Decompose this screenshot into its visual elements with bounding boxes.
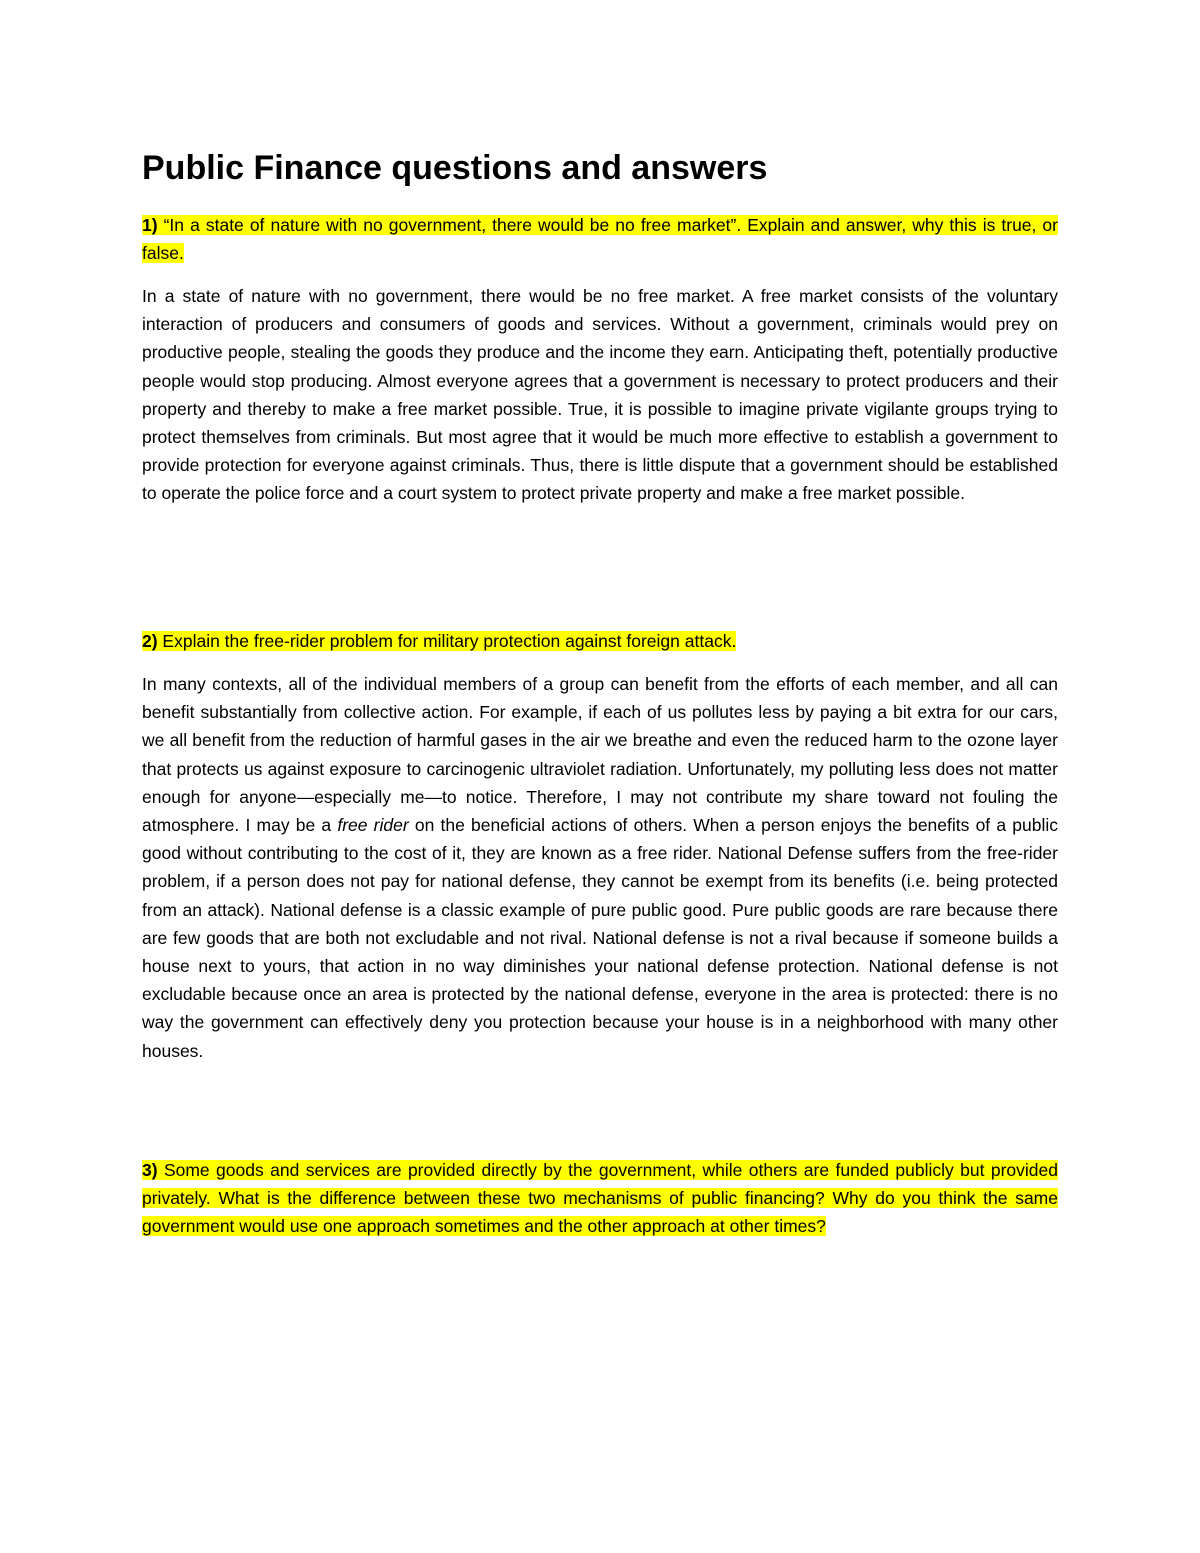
answer-2-part-1: In many contexts, all of the individual members of a group can benefit from the efforts of each member, and all can benefit substantially from collective action. For example, if each of us pollutes less by paying a bit extra for our cars, we all benefit from the reduction of harmful gases in the air we breathe and even the reduced harm to the ozone layer that protects us against exposure to carcinogenic ultraviolet radiation. Unfortunately, my polluting less does not matter enough for anyone—especially me—to notice. Therefore, I may not contribute my share toward not fouling the atmosphere. I may be a <box>142 674 1058 836</box>
question-3 <box>142 1156 1058 1241</box>
answer-2-part-2: on the beneficial actions of others. When a person enjoys the benefits of a public good without contributing to the cost of it, they are known as a free rider. National Defense suffers from the free-rider problem, if a person does not pay for national defense, they cannot be exempt from its benefits (i.e. being protected from an attack). National defense is a classic example of pure public good. Pure public goods are rare because there are few goods that are both not excludable and not rival. National defense is not a rival because if someone builds a house next to yours, that action in no way diminishes your national defense protection. National defense is not excludable because once an area is protected by the national defense, everyone in the area is protected: there is no way the government can effectively deny you protection because your house is in a neighborhood with many other houses. <box>142 815 1058 1061</box>
question-2-number: 2) <box>142 631 158 651</box>
question-2 <box>142 627 1058 655</box>
answer-1: In a state of nature with no government, there would be no free market. A free market consists of the voluntary interaction of producers and consumers of goods and services. Without a government, criminals would prey on productive people, stealing the goods they produce and the income they earn. Anticipating theft, potentially productive people would stop producing. Almost everyone agrees that a government is necessary to protect producers and their property and thereby to make a free market possible. True, it is possible to imagine private vigilante groups trying to protect themselves from criminals. But most agree that it would be much more effective to establish a government to provide protection for everyone against criminals. Thus, there is little dispute that a government should be established to operate the police force and a court system to protect private property and make a free market possible. <box>142 286 1058 504</box>
question-1 <box>142 211 1058 267</box>
question-3-highlight <box>142 1160 1058 1236</box>
question-2-text: Explain the free-rider problem for military protection against foreign attack. <box>157 631 737 651</box>
question-1-number: 1) <box>142 215 158 235</box>
page-title: Public Finance questions and answers <box>142 149 768 187</box>
question-1-text: “In a state of nature with no government, there would be no free market”. Explain and answer, why this is true, or false. <box>142 215 1058 264</box>
question-2-highlight <box>142 631 736 651</box>
question-1-highlight <box>142 215 1058 263</box>
question-3-text: Some goods and services are provided directly by the government, while others are funded publicly but provided privately. What is the difference between these two mechanisms of public financing? Why do you think the same government would use one approach sometimes and the other approach at other times? <box>142 1160 1058 1237</box>
answer-2 <box>142 670 1058 1065</box>
answer-2-free-rider-term: free rider <box>337 815 409 836</box>
question-3-number: 3) <box>142 1160 158 1180</box>
